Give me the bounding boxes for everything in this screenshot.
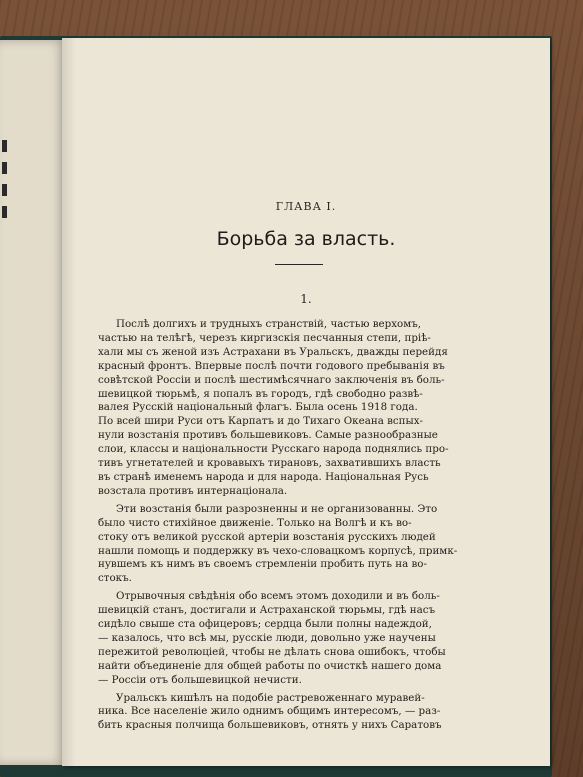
- title-divider: [275, 264, 323, 265]
- left-page-text-edge: [2, 140, 10, 228]
- text-line: частью на телѣгѣ, черезъ киргизскія песчанныя степи, пріѣ-: [98, 331, 431, 344]
- paragraph: [98, 590, 510, 687]
- text-line: нашли помощь и поддержку въ чехо-словацкомъ корпусѣ, примк-: [98, 544, 458, 557]
- text-line: совѣтской Россіи и послѣ шестимѣсячнаго заключенія въ боль-: [98, 373, 445, 386]
- right-page: [62, 38, 550, 766]
- text-line: шевицкій станъ, достигали и Астраханской тюрьмы, гдѣ насъ: [98, 604, 436, 617]
- text-line: нули возстанія противъ большевиковъ. Самые разнообразные: [98, 429, 438, 442]
- text-line: бить красныя полчища большевиковъ, отнять у нихъ Саратовъ: [98, 719, 442, 732]
- text-line: стокъ.: [98, 572, 132, 585]
- text-line: Уральскъ кишѣлъ на подобіе растревоженнаго муравей-: [116, 691, 425, 704]
- text-line: было чисто стихійное движеніе. Только на Волгѣ и къ во-: [98, 516, 412, 529]
- text-line: найти объединеніе для общей работы по очисткѣ нашего дома: [98, 659, 442, 672]
- text-line: хали мы съ женой изъ Астрахани въ Уральскъ, дважды перейдя: [98, 345, 448, 358]
- text-line: сидѣло свыше ста офицеровъ; сердца были полны надеждой,: [98, 618, 432, 631]
- body-text: [98, 318, 510, 737]
- text-line: Послѣ долгихъ и трудныхъ странствій, частью верхомъ,: [116, 318, 422, 330]
- text-line: По всей шири Руси отъ Карпатъ и до Тихаго Океана вспых-: [98, 415, 424, 428]
- text-line: тивъ угнетателей и кровавыхъ тирановъ, захватившихъ власть: [98, 457, 441, 470]
- chapter-title: Борьба за власть.: [216, 228, 396, 250]
- text-line: нувшемъ къ нимъ въ своемъ стремленіи пробить путь на во-: [98, 558, 427, 571]
- text-line: въ странѣ именемъ народа и для народа. Національная Русь: [98, 470, 429, 483]
- paragraph: [98, 692, 510, 734]
- text-line: пережитой революціей, чтобы не дѣлать снова ошибокъ, чтобы: [98, 645, 446, 658]
- text-line: слои, классы и національности Русскаго народа поднялись про-: [98, 443, 449, 456]
- text-line: ника. Все населеніе жило однимъ общимъ интересомъ, — раз-: [98, 705, 441, 718]
- chapter-label: ГЛАВА I.: [275, 200, 337, 213]
- paragraph: [98, 318, 510, 499]
- left-page: [0, 40, 66, 765]
- text-line: — казалось, что всѣ мы, русскіе люди, довольно уже научены: [98, 631, 436, 644]
- text-line: возстала противъ интернаціонала.: [98, 484, 288, 497]
- text-line: шевицкой тюрьмѣ, я попалъ въ городъ, гдѣ свободно развѣ-: [98, 387, 423, 400]
- text-line: Эти возстанія были разрозненны и не организованны. Это: [116, 502, 438, 515]
- text-line: стоку отъ великой русской артеріи возстанія русскихъ людей: [98, 530, 436, 543]
- text-line: Отрывочныя свѣдѣнія обо всемъ этомъ доходили и въ боль-: [116, 590, 440, 603]
- text-line: красный фронтъ. Впервые послѣ почти годового пребыванія въ: [98, 359, 445, 372]
- section-number: 1.: [300, 292, 312, 306]
- paragraph: [98, 503, 510, 586]
- text-line: валея Русскій національный флагъ. Была осень 1918 года.: [98, 401, 418, 414]
- text-line: — Россіи отъ большевицкой нечисти.: [98, 673, 302, 686]
